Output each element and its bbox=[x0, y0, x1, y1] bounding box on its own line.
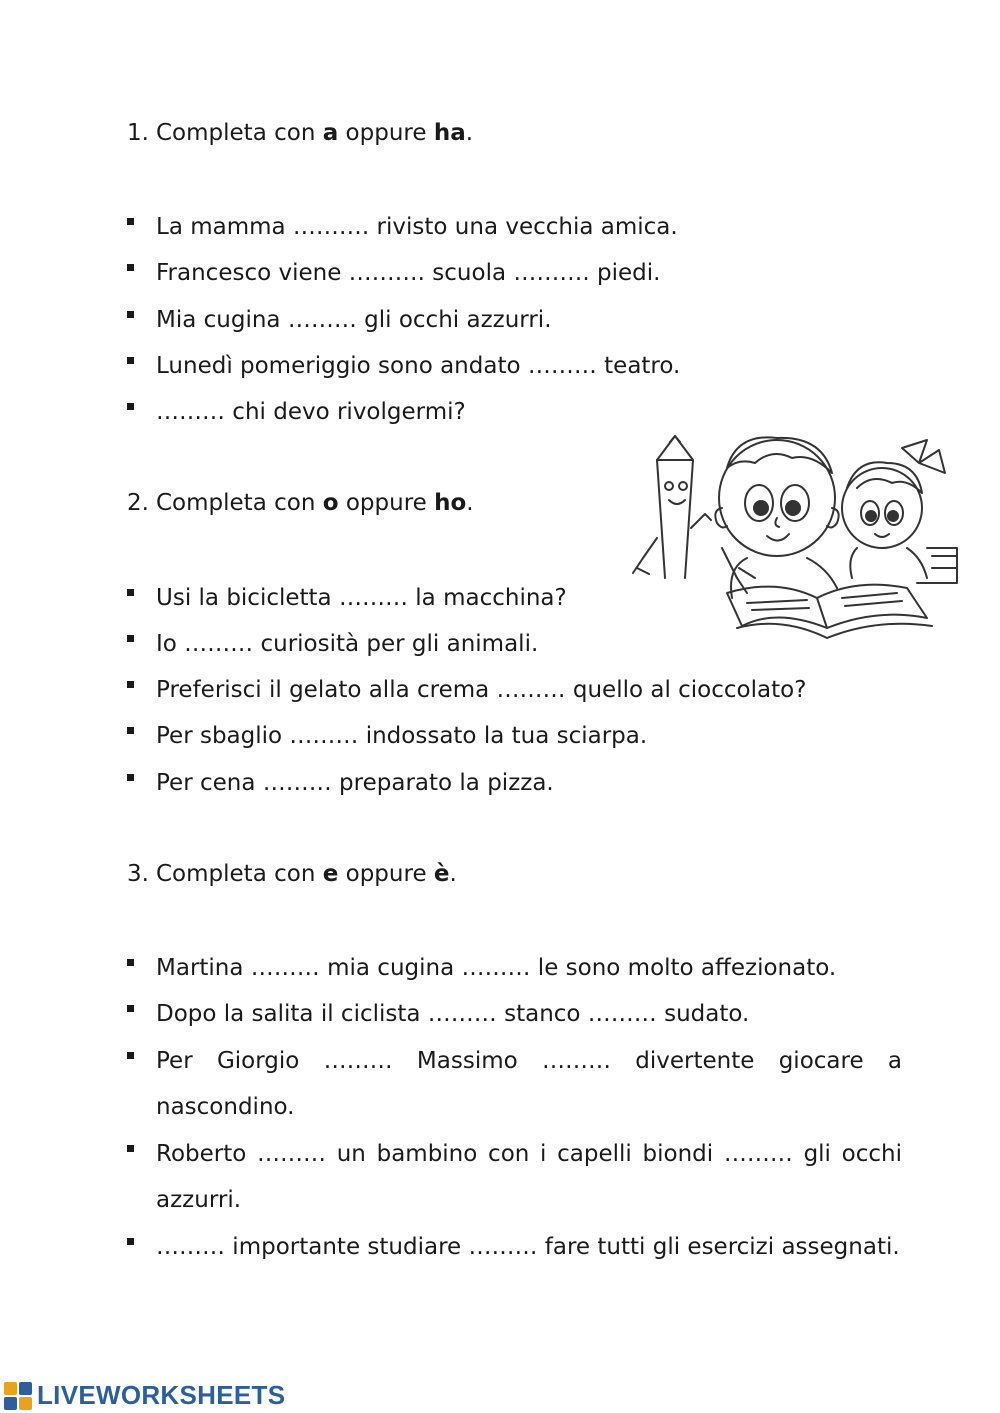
list-item bbox=[127, 667, 902, 713]
heading-suffix: . bbox=[466, 490, 474, 516]
list-item bbox=[127, 1131, 902, 1223]
list-item bbox=[127, 991, 902, 1037]
bullet-icon bbox=[127, 1145, 134, 1152]
exercise-sentence: Martina ……… mia cugina ……… le sono molto affezionato. bbox=[156, 955, 837, 981]
heading-suffix: . bbox=[465, 120, 474, 146]
option-b: ha bbox=[433, 120, 466, 146]
bullet-icon bbox=[127, 218, 134, 225]
bullet-icon bbox=[127, 727, 134, 734]
exercise-sentence: ……… chi devo rivolgermi? bbox=[156, 399, 466, 425]
exercise-sentence: Dopo la salita il ciclista ……… stanco ……… sudato. bbox=[156, 1001, 750, 1027]
bullet-icon bbox=[127, 1005, 134, 1012]
option-b: ho bbox=[434, 490, 467, 516]
bullet-icon bbox=[127, 264, 134, 271]
option-a: e bbox=[322, 861, 339, 887]
bullet-icon bbox=[127, 959, 134, 966]
bullet-icon bbox=[127, 1052, 134, 1059]
boy-figure bbox=[715, 437, 838, 598]
section-number: 2. bbox=[127, 490, 149, 516]
section-number: 3. bbox=[127, 861, 149, 887]
heading-suffix: . bbox=[449, 861, 457, 887]
bullet-icon bbox=[127, 357, 134, 364]
exercise-sentence: Per sbaglio ……… indossato la tua sciarpa. bbox=[156, 723, 648, 749]
list-item bbox=[127, 1224, 902, 1270]
list-item bbox=[127, 713, 902, 759]
liveworksheets-logo-icon bbox=[4, 1382, 34, 1410]
exercise-sentence: Preferisci il gelato alla crema ……… quello al cioccolato? bbox=[156, 677, 807, 703]
bullet-icon bbox=[127, 681, 134, 688]
exercise-sentence: Per cena ……… preparato la pizza. bbox=[156, 770, 554, 796]
book-icon bbox=[727, 585, 932, 638]
heading-prefix: Completa con bbox=[156, 490, 323, 516]
bullet-icon bbox=[127, 311, 134, 318]
heading-middle: oppure bbox=[338, 861, 434, 887]
list-item bbox=[127, 204, 902, 250]
heading-middle: oppure bbox=[338, 120, 434, 146]
pencil-icon bbox=[633, 436, 711, 578]
exercise-sentence: Usi la bicicletta ……… la macchina? bbox=[156, 585, 567, 611]
exercise-sentence: La mamma ………. rivisto una vecchia amica. bbox=[156, 214, 678, 240]
children-reading-icon bbox=[627, 428, 967, 643]
section-3-heading bbox=[127, 861, 457, 887]
list-item bbox=[127, 343, 902, 389]
option-a: a bbox=[322, 120, 339, 146]
list-item bbox=[127, 1038, 902, 1130]
list-item bbox=[127, 297, 902, 343]
bullet-icon bbox=[127, 589, 134, 596]
exercise-sentence: Io ……… curiosità per gli animali. bbox=[156, 631, 539, 657]
section-2-heading bbox=[127, 490, 474, 516]
bullet-icon bbox=[127, 635, 134, 642]
section-1-heading bbox=[127, 120, 473, 146]
exercise-sentence: Roberto ……… un bambino con i capelli biondi ……… gli occhi azzurri. bbox=[156, 1141, 902, 1213]
heading-prefix: Completa con bbox=[156, 120, 323, 146]
exercise-sentence: Mia cugina ……… gli occhi azzurri. bbox=[156, 307, 552, 333]
list-item bbox=[127, 945, 902, 991]
heading-prefix: Completa con bbox=[156, 861, 323, 887]
option-b: è bbox=[433, 861, 450, 887]
exercise-sentence: Francesco viene ………. scuola ………. piedi. bbox=[156, 260, 661, 286]
bullet-icon bbox=[127, 403, 134, 410]
exercise-sentence: Per Giorgio ……… Massimo ……… divertente giocare a nascondino. bbox=[156, 1048, 902, 1120]
list-item bbox=[127, 250, 902, 296]
option-a: o bbox=[322, 490, 339, 516]
bullet-icon bbox=[127, 1238, 134, 1245]
footer-brand-text: LIVEWORKSHEETS bbox=[37, 1380, 286, 1410]
bullet-icon bbox=[127, 774, 134, 781]
girl-figure bbox=[842, 440, 957, 583]
list-item bbox=[127, 760, 902, 806]
section-number: 1. bbox=[127, 120, 149, 146]
heading-middle: oppure bbox=[338, 490, 435, 516]
exercise-sentence: ……… importante studiare ……… fare tutti gli esercizi assegnati. bbox=[156, 1234, 900, 1260]
footer-brand[interactable] bbox=[4, 1380, 285, 1411]
exercise-sentence: Lunedì pomeriggio sono andato ……… teatro. bbox=[156, 353, 681, 379]
